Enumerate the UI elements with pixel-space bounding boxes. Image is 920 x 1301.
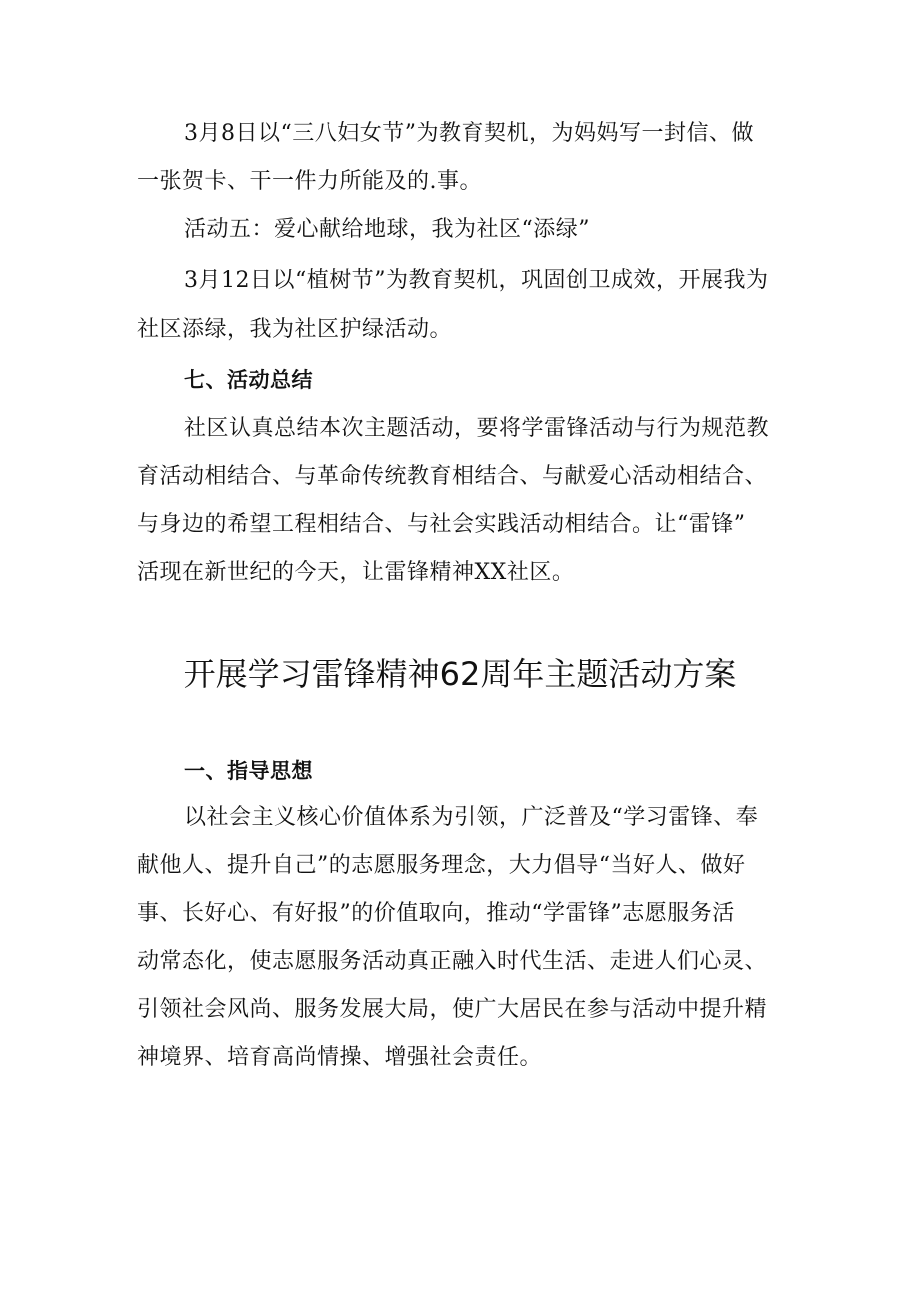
paragraph-line: 以社会主义核心价值体系为引领，广泛普及“学习雷锋、奉 [184,805,759,830]
paragraph-line: 3月12日以“植树节”为教育契机，巩固创卫成效，开展我为 [184,268,769,293]
paragraph-line: 献他人、提升自己”的志愿服务理念，大力倡导“当好人、做好 [137,853,746,878]
activity-heading: 活动五：爱心献给地球，我为社区“添绿” [184,217,590,242]
paragraph-line: 育活动相结合、与革命传统教育相结合、与献爱心活动相结合、 [137,464,768,489]
paragraph-line: 3月8日以“三八妇女节”为教育契机，为妈妈写一封信、做 [184,121,754,146]
paragraph-line: 一张贺卡、干一件力所能及的.事。 [137,169,482,194]
paragraph-line: 引领社会风尚、服务发展大局，使广大居民在参与活动中提升精 [137,997,768,1022]
document-title: 开展学习雷锋精神62周年主题活动方案 [183,655,737,693]
paragraph-line: 社区添绿，我为社区护绿活动。 [137,317,453,342]
paragraph-line: 动常态化，使志愿服务活动真正融入时代生活、走进人们心灵、 [137,949,768,974]
paragraph-line: 事、长好心、有好报”的价值取向，推动“学雷锋”志愿服务活 [137,901,735,926]
section-heading: 七、活动总结 [184,368,313,392]
paragraph-line: 与身边的希望工程相结合、与社会实践活动相结合。让“雷锋” [137,512,746,537]
paragraph-line: 社区认真总结本次主题活动，要将学雷锋活动与行为规范教 [184,416,770,441]
paragraph-line: 活现在新世纪的今天，让雷锋精神XX社区。 [137,560,575,585]
section-heading: 一、指导思想 [184,759,313,783]
paragraph-line: 神境界、培育高尚情操、增强社会责任。 [137,1045,543,1070]
